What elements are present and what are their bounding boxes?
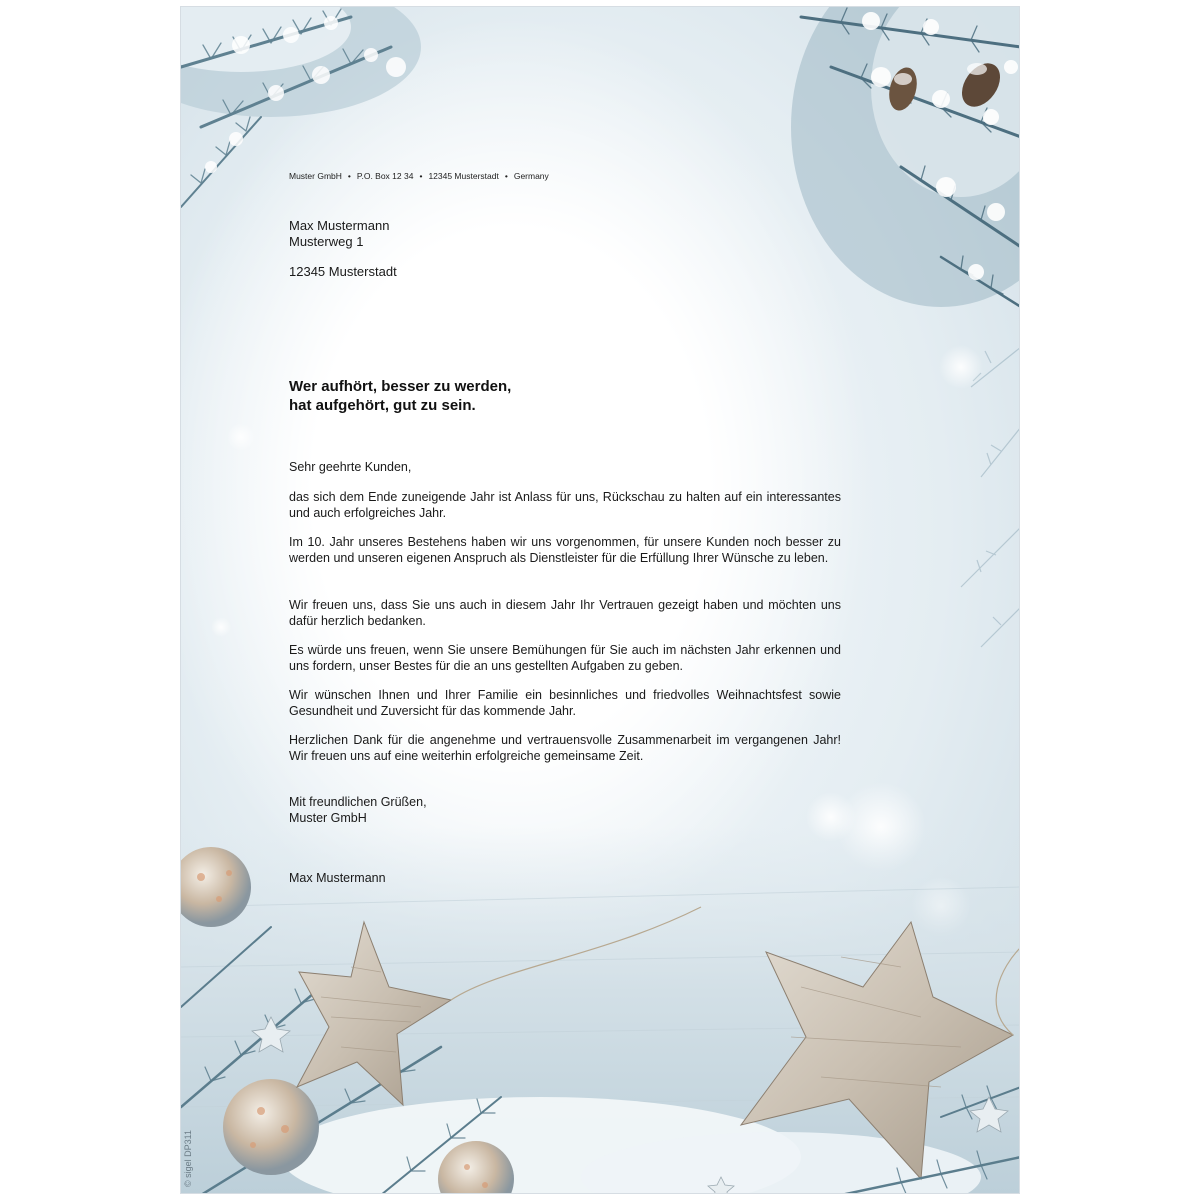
recipient-name: Max Mustermann: [289, 218, 390, 233]
separator: •: [347, 171, 351, 181]
motto-heading: [289, 377, 511, 415]
sender-city: 12345 Musterstadt: [428, 171, 499, 181]
recipient-city: 12345 Musterstadt: [289, 264, 397, 279]
closing-phrase: Mit freundlichen Grüßen,: [289, 795, 427, 809]
sender-company: Muster GmbH: [289, 171, 342, 181]
signature-name: Max Mustermann: [289, 871, 386, 885]
body-paragraph: Wir freuen uns, dass Sie uns auch in diesem Jahr Ihr Vertrauen gezeigt haben und möchten uns dafür herzlich bedanken.: [289, 598, 841, 628]
closing-company: Muster GmbH: [289, 811, 367, 825]
body-paragraph: Herzlichen Dank für die angenehme und vertrauensvolle Zusammenarbeit im vergangenen Jahr! Wir freuen uns auf eine weiterhin erfolgreiche gemeinsame Zeit.: [289, 733, 841, 763]
separator: •: [504, 171, 508, 181]
sender-pobox: P.O. Box 12 34: [356, 171, 414, 181]
body-paragraph: Im 10. Jahr unseres Bestehens haben wir uns vorgenommen, für unsere Kunden noch besser zu werden und unseren eigenen Anspruch als Dienstleister für die Erfüllung Ihrer Wünsche zu leben.: [289, 535, 841, 565]
motto-line-2: hat aufgehört, gut zu sein.: [289, 397, 476, 414]
separator: •: [419, 171, 423, 181]
sender-address-line: [289, 171, 549, 181]
body-paragraph: Es würde uns freuen, wenn Sie unsere Bemühungen für Sie auch im nächsten Jahr erkennen und uns fordern, unser Bestes für die an uns gestellten Aufgaben zu geben.: [289, 643, 841, 673]
motto-line-1: Wer aufhört, besser zu werden,: [289, 378, 512, 395]
salutation: Sehr geehrte Kunden,: [289, 460, 412, 474]
body-paragraph: das sich dem Ende zuneigende Jahr ist Anlass für uns, Rückschau zu halten auf ein interessantes und auch erfolgreiches Jahr.: [289, 490, 841, 520]
letter-content: [181, 7, 1020, 1194]
recipient-street: Musterweg 1: [289, 234, 364, 249]
brand-imprint: © sigel DP311: [183, 1130, 193, 1187]
sender-country: Germany: [513, 171, 549, 181]
body-paragraph: Wir wünschen Ihnen und Ihrer Familie ein besinnliches und friedvolles Weihnachtsfest sowie Gesundheit und Zuversicht für das kommende Jahr.: [289, 688, 841, 718]
letter-page: [180, 6, 1020, 1194]
